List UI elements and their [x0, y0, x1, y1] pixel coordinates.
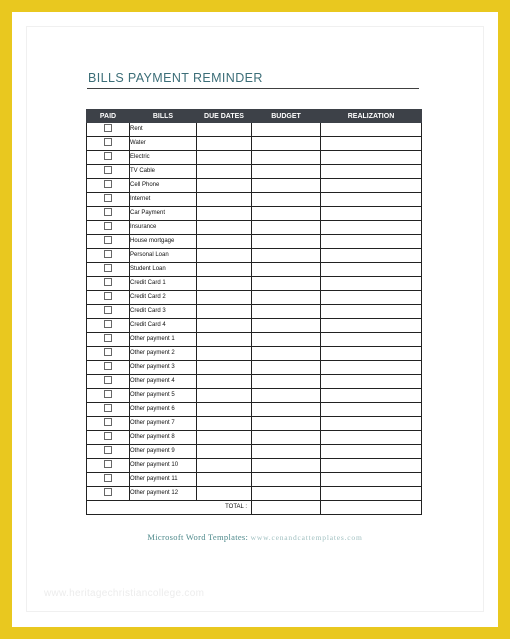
paid-cell	[87, 235, 130, 249]
checkbox-icon[interactable]	[104, 236, 112, 244]
realization-cell[interactable]	[321, 151, 422, 165]
column-header-budget: BUDGET	[252, 110, 321, 123]
realization-cell[interactable]	[321, 193, 422, 207]
due-date-cell[interactable]	[197, 445, 252, 459]
due-date-cell[interactable]	[197, 277, 252, 291]
checkbox-icon[interactable]	[104, 264, 112, 272]
column-header-due-dates: DUE DATES	[197, 110, 252, 123]
realization-cell[interactable]	[321, 291, 422, 305]
realization-cell[interactable]	[321, 445, 422, 459]
bill-name: Electric	[130, 151, 197, 165]
checkbox-icon[interactable]	[104, 292, 112, 300]
bill-row	[87, 431, 422, 445]
bills-table-body	[87, 123, 422, 501]
total-label: TOTAL :	[87, 501, 252, 515]
realization-cell[interactable]	[321, 319, 422, 333]
due-date-cell[interactable]	[197, 137, 252, 151]
budget-cell[interactable]	[252, 431, 321, 445]
footer-url[interactable]: www.cenandcattemplates.com	[250, 533, 363, 542]
due-date-cell[interactable]	[197, 361, 252, 375]
budget-cell[interactable]	[252, 347, 321, 361]
bill-name: Other payment 7	[130, 417, 197, 431]
realization-cell[interactable]	[321, 179, 422, 193]
bills-table	[86, 109, 422, 515]
paid-cell	[87, 179, 130, 193]
due-date-cell[interactable]	[197, 389, 252, 403]
bill-name: Other payment 8	[130, 431, 197, 445]
due-date-cell[interactable]	[197, 375, 252, 389]
budget-cell[interactable]	[252, 123, 321, 137]
checkbox-icon[interactable]	[104, 306, 112, 314]
budget-cell[interactable]	[252, 249, 321, 263]
bill-name: Other payment 9	[130, 445, 197, 459]
due-date-cell[interactable]	[197, 459, 252, 473]
bill-row	[87, 165, 422, 179]
due-date-cell[interactable]	[197, 431, 252, 445]
bill-row	[87, 263, 422, 277]
paid-cell	[87, 207, 130, 221]
bill-name: Other payment 11	[130, 473, 197, 487]
budget-cell[interactable]	[252, 235, 321, 249]
bill-row	[87, 361, 422, 375]
realization-cell[interactable]	[321, 361, 422, 375]
bill-name: TV Cable	[130, 165, 197, 179]
bill-name: Other payment 10	[130, 459, 197, 473]
document-page	[12, 12, 498, 627]
due-date-cell[interactable]	[197, 193, 252, 207]
realization-cell[interactable]	[321, 123, 422, 137]
bill-row	[87, 347, 422, 361]
checkbox-icon[interactable]	[104, 432, 112, 440]
checkbox-icon[interactable]	[104, 208, 112, 216]
checkbox-icon[interactable]	[104, 418, 112, 426]
due-date-cell[interactable]	[197, 263, 252, 277]
paid-cell	[87, 389, 130, 403]
total-budget-cell[interactable]	[252, 501, 321, 515]
bill-name: Cell Phone	[130, 179, 197, 193]
budget-cell[interactable]	[252, 333, 321, 347]
budget-cell[interactable]	[252, 445, 321, 459]
budget-cell[interactable]	[252, 207, 321, 221]
paid-cell	[87, 347, 130, 361]
checkbox-icon[interactable]	[104, 488, 112, 496]
due-date-cell[interactable]	[197, 473, 252, 487]
budget-cell[interactable]	[252, 389, 321, 403]
budget-cell[interactable]	[252, 151, 321, 165]
document-title: BILLS PAYMENT REMINDER	[88, 71, 263, 85]
checkbox-icon[interactable]	[104, 320, 112, 328]
due-date-cell[interactable]	[197, 319, 252, 333]
realization-cell[interactable]	[321, 333, 422, 347]
bill-row	[87, 123, 422, 137]
column-header-realization: REALIZATION	[321, 110, 422, 123]
bill-row	[87, 459, 422, 473]
realization-cell[interactable]	[321, 375, 422, 389]
bill-row	[87, 193, 422, 207]
paid-cell	[87, 487, 130, 501]
paid-cell	[87, 193, 130, 207]
budget-cell[interactable]	[252, 179, 321, 193]
total-row	[87, 501, 422, 515]
paid-cell	[87, 375, 130, 389]
bill-row	[87, 403, 422, 417]
bill-row	[87, 207, 422, 221]
checkbox-icon[interactable]	[104, 166, 112, 174]
realization-cell[interactable]	[321, 473, 422, 487]
checkbox-icon[interactable]	[104, 194, 112, 202]
bill-row	[87, 151, 422, 165]
checkbox-icon[interactable]	[104, 460, 112, 468]
bill-row	[87, 235, 422, 249]
bill-row	[87, 445, 422, 459]
paid-cell	[87, 221, 130, 235]
paid-cell	[87, 319, 130, 333]
due-date-cell[interactable]	[197, 403, 252, 417]
bill-row	[87, 375, 422, 389]
paid-cell	[87, 151, 130, 165]
due-date-cell[interactable]	[197, 221, 252, 235]
paid-cell	[87, 291, 130, 305]
realization-cell[interactable]	[321, 165, 422, 179]
bill-row	[87, 487, 422, 501]
bill-name: Credit Card 4	[130, 319, 197, 333]
bill-row	[87, 333, 422, 347]
bill-row	[87, 389, 422, 403]
bill-name: House mortgage	[130, 235, 197, 249]
budget-cell[interactable]	[252, 375, 321, 389]
bill-name: Other payment 12	[130, 487, 197, 501]
budget-cell[interactable]	[252, 403, 321, 417]
paid-cell	[87, 277, 130, 291]
paid-cell	[87, 123, 130, 137]
bill-name: Personal Loan	[130, 249, 197, 263]
due-date-cell[interactable]	[197, 487, 252, 501]
budget-cell[interactable]	[252, 137, 321, 151]
checkbox-icon[interactable]	[104, 222, 112, 230]
realization-cell[interactable]	[321, 137, 422, 151]
checkbox-icon[interactable]	[104, 250, 112, 258]
budget-cell[interactable]	[252, 473, 321, 487]
checkbox-icon[interactable]	[104, 278, 112, 286]
checkbox-icon[interactable]	[104, 152, 112, 160]
checkbox-icon[interactable]	[104, 376, 112, 384]
paid-cell	[87, 333, 130, 347]
checkbox-icon[interactable]	[104, 390, 112, 398]
paid-cell	[87, 305, 130, 319]
bill-name: Credit Card 1	[130, 277, 197, 291]
realization-cell[interactable]	[321, 403, 422, 417]
bill-name: Credit Card 3	[130, 305, 197, 319]
bill-row	[87, 473, 422, 487]
realization-cell[interactable]	[321, 277, 422, 291]
checkbox-icon[interactable]	[104, 180, 112, 188]
bill-name: Other payment 1	[130, 333, 197, 347]
column-header-bills: BILLS	[130, 110, 197, 123]
bill-row	[87, 305, 422, 319]
paid-cell	[87, 361, 130, 375]
realization-cell[interactable]	[321, 389, 422, 403]
checkbox-icon[interactable]	[104, 446, 112, 454]
bill-row	[87, 179, 422, 193]
paid-cell	[87, 445, 130, 459]
paid-cell	[87, 165, 130, 179]
bill-name: Water	[130, 137, 197, 151]
paid-cell	[87, 263, 130, 277]
due-date-cell[interactable]	[197, 291, 252, 305]
bills-table-header	[87, 110, 422, 123]
realization-cell[interactable]	[321, 459, 422, 473]
paid-cell	[87, 431, 130, 445]
paid-cell	[87, 403, 130, 417]
title-underline	[87, 88, 419, 89]
paid-cell	[87, 473, 130, 487]
bill-name: Other payment 5	[130, 389, 197, 403]
paid-cell	[87, 459, 130, 473]
due-date-cell[interactable]	[197, 179, 252, 193]
budget-cell[interactable]	[252, 277, 321, 291]
bill-name: Insurance	[130, 221, 197, 235]
bill-row	[87, 221, 422, 235]
realization-cell[interactable]	[321, 249, 422, 263]
due-date-cell[interactable]	[197, 417, 252, 431]
bill-row	[87, 417, 422, 431]
checkbox-icon[interactable]	[104, 334, 112, 342]
bill-name: Other payment 4	[130, 375, 197, 389]
bill-name: Rent	[130, 123, 197, 137]
checkbox-icon[interactable]	[104, 404, 112, 412]
bill-row	[87, 249, 422, 263]
due-date-cell[interactable]	[197, 207, 252, 221]
checkbox-icon[interactable]	[104, 124, 112, 132]
bill-name: Other payment 2	[130, 347, 197, 361]
realization-cell[interactable]	[321, 207, 422, 221]
checkbox-icon[interactable]	[104, 138, 112, 146]
total-realization-cell[interactable]	[321, 501, 422, 515]
paid-cell	[87, 417, 130, 431]
realization-cell[interactable]	[321, 431, 422, 445]
bill-row	[87, 277, 422, 291]
checkbox-icon[interactable]	[104, 474, 112, 482]
budget-cell[interactable]	[252, 459, 321, 473]
realization-cell[interactable]	[321, 487, 422, 501]
bill-row	[87, 319, 422, 333]
due-date-cell[interactable]	[197, 347, 252, 361]
budget-cell[interactable]	[252, 361, 321, 375]
bill-name: Car Payment	[130, 207, 197, 221]
due-date-cell[interactable]	[197, 333, 252, 347]
realization-cell[interactable]	[321, 305, 422, 319]
budget-cell[interactable]	[252, 487, 321, 501]
bill-row	[87, 291, 422, 305]
budget-cell[interactable]	[252, 263, 321, 277]
footer-label: Microsoft Word Templates:	[147, 532, 249, 542]
due-date-cell[interactable]	[197, 305, 252, 319]
bill-name: Student Loan	[130, 263, 197, 277]
checkbox-icon[interactable]	[104, 348, 112, 356]
footer	[12, 532, 498, 542]
bill-name: Other payment 3	[130, 361, 197, 375]
realization-cell[interactable]	[321, 347, 422, 361]
bill-row	[87, 137, 422, 151]
column-header-paid: PAID	[87, 110, 130, 123]
due-date-cell[interactable]	[197, 235, 252, 249]
realization-cell[interactable]	[321, 235, 422, 249]
budget-cell[interactable]	[252, 305, 321, 319]
bill-name: Credit Card 2	[130, 291, 197, 305]
checkbox-icon[interactable]	[104, 362, 112, 370]
budget-cell[interactable]	[252, 417, 321, 431]
bill-name: Internet	[130, 193, 197, 207]
budget-cell[interactable]	[252, 165, 321, 179]
paid-cell	[87, 249, 130, 263]
budget-cell[interactable]	[252, 319, 321, 333]
due-date-cell[interactable]	[197, 165, 252, 179]
due-date-cell[interactable]	[197, 151, 252, 165]
realization-cell[interactable]	[321, 417, 422, 431]
due-date-cell[interactable]	[197, 123, 252, 137]
due-date-cell[interactable]	[197, 249, 252, 263]
header-row	[87, 110, 422, 123]
paid-cell	[87, 137, 130, 151]
budget-cell[interactable]	[252, 193, 321, 207]
watermark-text: www.heritagechristiancollege.com	[44, 588, 205, 599]
realization-cell[interactable]	[321, 221, 422, 235]
budget-cell[interactable]	[252, 221, 321, 235]
realization-cell[interactable]	[321, 263, 422, 277]
budget-cell[interactable]	[252, 291, 321, 305]
bill-name: Other payment 6	[130, 403, 197, 417]
